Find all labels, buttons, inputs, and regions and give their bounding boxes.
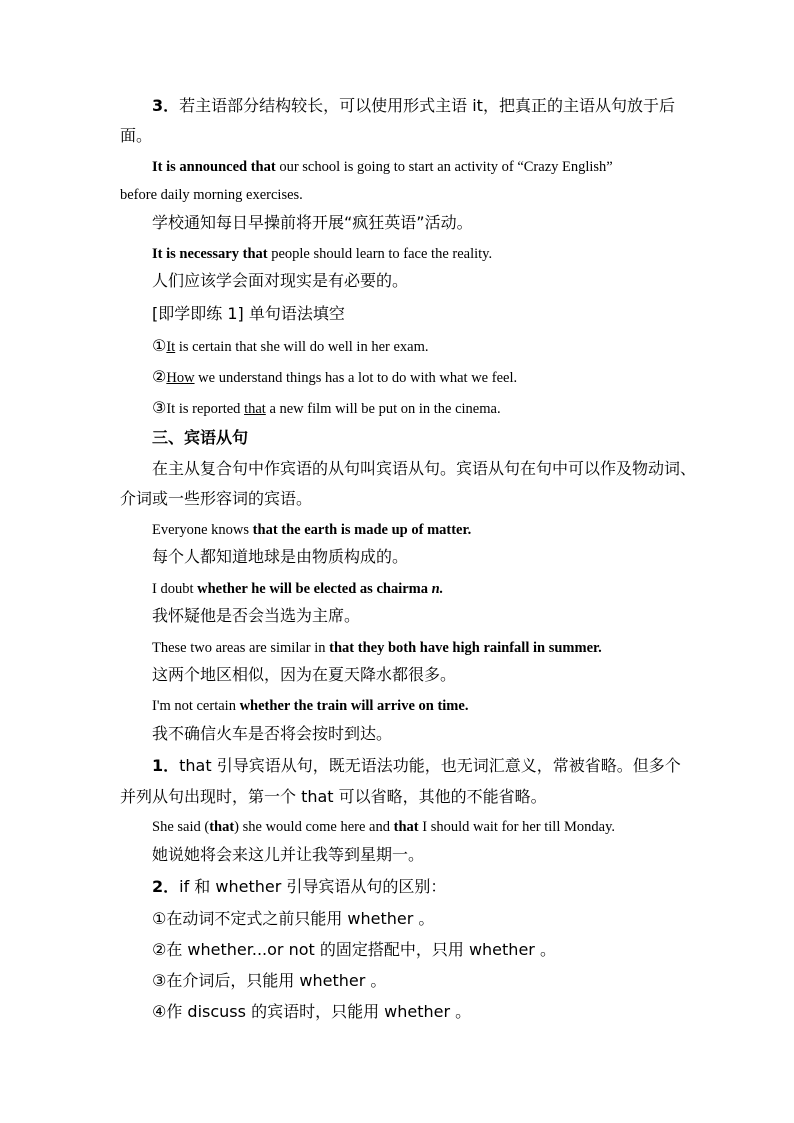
rule-1-example: She said (that) she would come here and that I should wait for her till Monday. bbox=[152, 819, 615, 835]
rule-2-item-2: ②在 whether...or not 的固定搭配中，只用 whether 。 bbox=[152, 940, 556, 959]
rule-3-line-1: 3．若主语部分结构较长，可以使用形式主语 it，把真正的主语从句放于后 bbox=[152, 96, 675, 115]
intro-line-1: 在主从复合句中作宾语的从句叫宾语从句。宾语从句在句中可以作及物动词、 bbox=[152, 459, 697, 478]
practice-item-3: ③It is reported that a new film will be put on in the cinema. bbox=[152, 398, 501, 417]
practice-item-2: ②How we understand things has a lot to do with what we feel. bbox=[152, 367, 518, 386]
object-example-2-translation: 我怀疑他是否会当选为主席。 bbox=[152, 606, 361, 625]
object-example-4: I'm not certain whether the train will arrive on time. bbox=[152, 698, 469, 714]
object-example-4-translation: 我不确信火车是否将会按时到达。 bbox=[152, 724, 393, 743]
section-title-object-clause: 三、宾语从句 bbox=[152, 428, 249, 447]
rule-3-line-2: 面。 bbox=[120, 126, 153, 145]
rule-1-line-2: 并列从句出现时，第一个 that 可以省略，其他的不能省略。 bbox=[120, 787, 547, 806]
rule-1-line-1: 1．that 引导宾语从句，既无语法功能，也无词汇意义，常被省略。但多个 bbox=[152, 756, 681, 775]
object-example-1: Everyone knows that the earth is made up of matter. bbox=[152, 522, 472, 538]
practice-label: [即学即练 1] 单句语法填空 bbox=[152, 304, 345, 323]
rule-2-item-3: ③在介词后，只能用 whether 。 bbox=[152, 971, 387, 990]
rule-3-number: 3． bbox=[152, 96, 180, 115]
example-1-line-1: It is announced that our school is going to start an activity of “Crazy English” bbox=[152, 159, 613, 175]
rule-2-item-4: ④作 discuss 的宾语时，只能用 whether 。 bbox=[152, 1002, 472, 1021]
practice-item-1: ①It is certain that she will do well in her exam. bbox=[152, 336, 429, 355]
answer-blank: How bbox=[166, 370, 195, 386]
answer-blank: that bbox=[244, 401, 266, 417]
rule-1-example-translation: 她说她将会来这儿并让我等到星期一。 bbox=[152, 845, 425, 864]
rule-2-number: 2． bbox=[152, 877, 180, 896]
object-example-1-translation: 每个人都知道地球是由物质构成的。 bbox=[152, 547, 409, 566]
example-2-translation: 人们应该学会面对现实是有必要的。 bbox=[152, 271, 409, 290]
rule-1-number: 1． bbox=[152, 756, 180, 775]
answer-blank: It bbox=[166, 339, 176, 355]
object-example-2: I doubt whether he will be elected as chairma n. bbox=[152, 581, 444, 597]
example-1-line-2: before daily morning exercises. bbox=[120, 187, 303, 203]
rule-2-item-1: ①在动词不定式之前只能用 whether 。 bbox=[152, 909, 435, 928]
object-example-3-translation: 这两个地区相似，因为在夏天降水都很多。 bbox=[152, 665, 457, 684]
example-1-translation: 学校通知每日早操前将开展“疯狂英语”活动。 bbox=[152, 213, 473, 232]
example-2: It is necessary that people should learn to face the reality. bbox=[152, 246, 493, 262]
intro-line-2: 介词或一些形容词的宾语。 bbox=[120, 489, 313, 508]
rule-2-heading: 2．if 和 whether 引导宾语从句的区别： bbox=[152, 877, 447, 896]
object-example-3: These two areas are similar in that they both have high rainfall in summer. bbox=[152, 640, 602, 656]
